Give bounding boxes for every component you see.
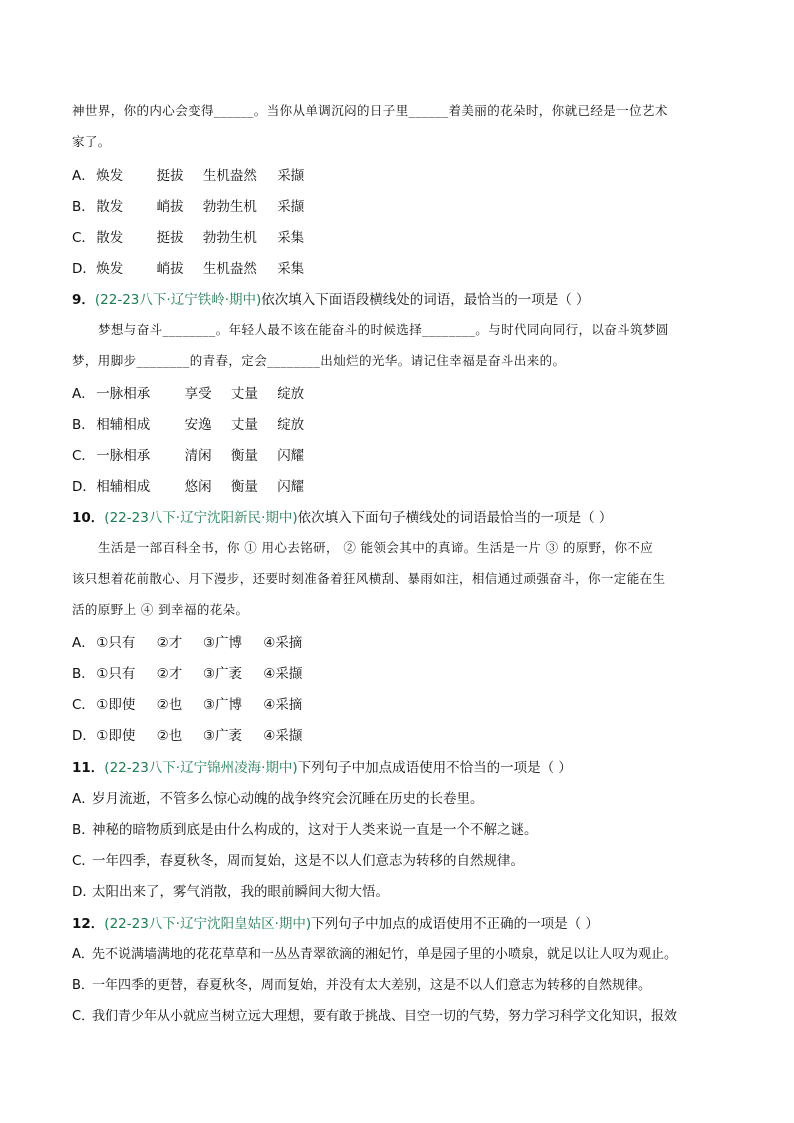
option-word: ③广博 — [202, 635, 242, 651]
option-d — [72, 880, 389, 900]
option-word: 采集 — [277, 230, 305, 246]
option-c — [72, 1005, 677, 1024]
option-word: ①即使 — [96, 728, 136, 744]
question-stem: 依次填入下面语段横线处的词语，最恰当的一项是（ ） — [261, 292, 590, 308]
option-word: ③广袤 — [202, 666, 242, 682]
source-tag: (22-23八下·辽宁锦州凌海·期中) — [104, 760, 298, 776]
option-word: 丈量 — [230, 417, 258, 433]
option-letter: B． — [72, 978, 94, 993]
option-text: 先不说满墙满地的花花草草和一丛丛青翠欲滴的湘妃竹，单是园子里的小喷泉，就足以让人叹为观止。 — [92, 947, 678, 962]
option-word: ①只有 — [96, 666, 136, 682]
source-tag: (22-23八下·辽宁沈阳皇姑区·期中) — [104, 916, 312, 932]
option-word: 挺拔 — [156, 168, 184, 184]
question-number: 10． — [72, 510, 105, 526]
option-word: 绽放 — [277, 417, 305, 433]
option-letter: A． — [72, 168, 95, 184]
passage-line: 梦想与奋斗________。年轻人最不该在能奋斗的时候选择________。与时代同向同行，以奋斗筑梦圆 — [98, 322, 669, 337]
passage-line: 家了。 — [72, 134, 111, 149]
option-letter: B． — [72, 666, 95, 682]
option-word: 采撷 — [277, 199, 305, 215]
option-word: 一脉相承 — [96, 448, 151, 464]
option-letter: D． — [72, 479, 96, 495]
option-word: 衡量 — [230, 479, 258, 495]
option-word: 采撷 — [277, 168, 305, 184]
option-word: 峭拔 — [156, 199, 184, 215]
option-text: 我们青少年从小就应当树立远大理想，要有敢于挑战、目空一切的气势，努力学习科学文化知识，报效 — [92, 1009, 678, 1024]
option-word: ③广博 — [202, 697, 242, 713]
option-word: 衡量 — [230, 448, 258, 464]
option-letter: C． — [72, 697, 95, 713]
option-letter: B． — [72, 822, 95, 838]
option-b — [72, 195, 304, 215]
option-a — [72, 164, 304, 184]
option-word: ②也 — [156, 728, 183, 744]
option-d — [72, 257, 304, 277]
option-word: ②才 — [156, 635, 183, 651]
option-text: 岁月流逝，不管多么惊心动魄的战争终究会沉睡在历史的长卷里。 — [92, 791, 484, 807]
question-number: 9． — [72, 292, 95, 308]
passage-line: 生活是一部百科全书，你 ① 用心去铭研， ② 能领会其中的真谛。生活是一片 ③ 的原野，你不应 — [98, 540, 654, 555]
passage-line: 梦，用脚步________的青春，定会________出灿烂的光华。请记住幸福是奋斗出来的。 — [72, 353, 566, 368]
option-d — [72, 475, 304, 495]
option-a — [72, 943, 677, 962]
option-c — [72, 693, 302, 713]
option-b — [72, 413, 304, 433]
option-word: 生机盎然 — [202, 261, 257, 277]
option-b — [72, 662, 302, 682]
option-c — [72, 849, 524, 869]
option-letter: D． — [72, 884, 96, 900]
option-text: 一年四季，春夏秋冬，周而复始，这是不以人们意志为转移的自然规律。 — [92, 853, 524, 869]
option-b — [72, 974, 651, 993]
option-word: 挺拔 — [156, 230, 184, 246]
option-letter: B． — [72, 417, 95, 433]
option-word: ④采撷 — [263, 728, 303, 744]
option-text: 神秘的暗物质到底是由什么构成的，这对于人类来说一直是一个不解之谜。 — [92, 822, 538, 838]
option-letter: C． — [72, 230, 95, 246]
option-letter: C． — [72, 853, 95, 869]
option-word: ④采摘 — [263, 635, 303, 651]
option-word: 相辅相成 — [96, 479, 151, 495]
passage-line: 活的原野上 ④ 到幸福的花朵。 — [72, 602, 249, 617]
passage-line: 该只想着花前散心、月下漫步，还要时刻准备着狂风横刮、暴雨如注，相信通过顽强奋斗，你一定能在生 — [72, 571, 666, 586]
option-d — [72, 724, 302, 744]
option-word: ①即使 — [96, 697, 136, 713]
option-letter: A． — [72, 386, 95, 402]
source-tag: (22-23八下·辽宁沈阳新民·期中) — [104, 510, 298, 526]
option-c — [72, 444, 304, 464]
question-12-header — [72, 912, 599, 932]
option-word: 悠闲 — [184, 479, 212, 495]
question-10-header — [72, 506, 612, 526]
option-word: ②也 — [156, 697, 183, 713]
option-word: 勃勃生机 — [202, 230, 257, 246]
option-word: 焕发 — [96, 261, 124, 277]
option-word: 享受 — [184, 386, 212, 402]
option-word: 生机盎然 — [202, 168, 257, 184]
option-word: 清闲 — [184, 448, 212, 464]
option-letter: A． — [72, 635, 95, 651]
option-word: 安逸 — [184, 417, 212, 433]
option-word: 相辅相成 — [96, 417, 151, 433]
passage-line: 神世界，你的内心会变得______。当你从单调沉闷的日子里______着美丽的花朵时，你就已经是一位艺术 — [72, 103, 668, 118]
option-word: 闪耀 — [277, 479, 305, 495]
option-b — [72, 818, 538, 838]
option-word: ①只有 — [96, 635, 136, 651]
option-letter: C． — [72, 448, 95, 464]
question-9-header — [72, 288, 590, 308]
option-word: 焕发 — [96, 168, 124, 184]
option-letter: A． — [72, 791, 95, 807]
option-letter: B． — [72, 199, 95, 215]
option-word: 散发 — [96, 199, 124, 215]
option-word: 丈量 — [230, 386, 258, 402]
question-stem: 下列句子中加点成语使用不恰当的一项是（ ） — [297, 760, 572, 776]
option-word: 采集 — [277, 261, 305, 277]
option-word: 绽放 — [277, 386, 305, 402]
question-stem: 下列句子中加点的成语使用不正确的一项是（ ） — [311, 916, 599, 932]
option-a — [72, 787, 484, 807]
option-word: 闪耀 — [277, 448, 305, 464]
option-word: 一脉相承 — [96, 386, 151, 402]
option-letter: A． — [72, 947, 94, 962]
option-a — [72, 382, 304, 402]
question-11-header — [72, 756, 572, 776]
option-c — [72, 226, 304, 246]
option-letter: C． — [72, 1009, 95, 1024]
option-word: ③广袤 — [202, 728, 242, 744]
question-stem: 依次填入下面句子横线处的词语最恰当的一项是（ ） — [297, 510, 613, 526]
question-number: 12． — [72, 916, 105, 932]
option-text: 一年四季的更替，春夏秋冬，周而复始，并没有太大差别，这是不以人们意志为转移的自然规律。 — [92, 978, 652, 993]
option-word: 勃勃生机 — [202, 199, 257, 215]
option-word: ②才 — [156, 666, 183, 682]
option-text: 太阳出来了，雾气消散，我的眼前瞬间大彻大悟。 — [92, 884, 389, 900]
option-word: ④采摘 — [263, 697, 303, 713]
option-word: ④采撷 — [263, 666, 303, 682]
option-a — [72, 631, 302, 651]
option-letter: D． — [72, 728, 96, 744]
source-tag: (22-23八下·辽宁铁岭·期中) — [94, 292, 262, 308]
option-word: 散发 — [96, 230, 124, 246]
option-letter: D． — [72, 261, 96, 277]
option-word: 峭拔 — [156, 261, 184, 277]
question-number: 11． — [72, 760, 105, 776]
